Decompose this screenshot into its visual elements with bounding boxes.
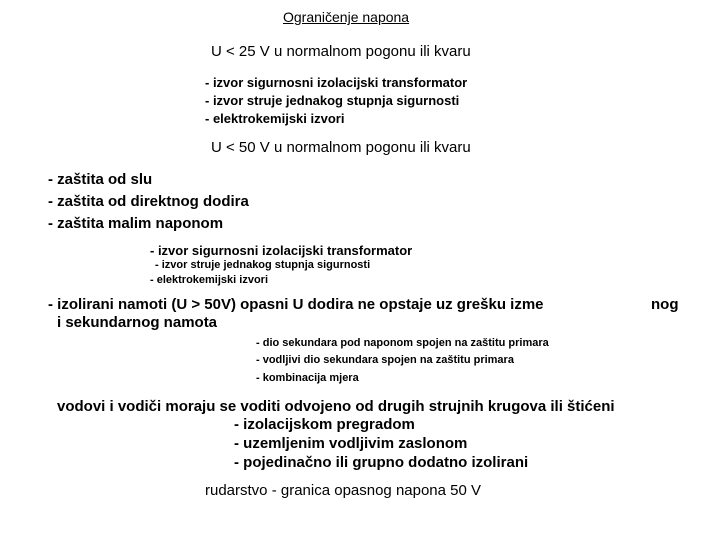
windings-item: - vodljivi dio sekundara spojen na zaštitu primara xyxy=(256,354,514,366)
u50-source-item: - izvor struje jednakog stupnja sigurnosti xyxy=(155,259,371,271)
u50-heading: U < 50 V u normalnom pogonu ili kvaru xyxy=(211,139,471,156)
u50-source-item: - elektrokemijski izvori xyxy=(150,274,268,286)
u25-heading: U < 25 V u normalnom pogonu ili kvaru xyxy=(211,43,471,60)
windings-line-end: nog xyxy=(651,296,679,313)
protection-item: - zaštita malim naponom xyxy=(48,215,224,232)
u50-source-item: - izvor sigurnosni izolacijski transformator xyxy=(150,243,413,258)
u25-item: - izvor struje jednakog stupnja sigurnosti xyxy=(205,93,460,108)
windings-item: - dio sekundara pod naponom spojen na zaštitu primara xyxy=(256,337,549,349)
footer-note: rudarstvo - granica opasnog napona 50 V xyxy=(205,482,482,499)
windings-item: - kombinacija mjera xyxy=(256,372,359,384)
wiring-item: - uzemljenim vodljivim zaslonom xyxy=(234,435,468,452)
windings-line: i sekundarnog namota xyxy=(57,314,218,331)
wiring-item: - pojedinačno ili grupno dodatno izolirani xyxy=(234,454,529,471)
windings-line: - izolirani namoti (U > 50V) opasni U dodira ne opstaje uz grešku izme xyxy=(48,296,544,313)
wiring-line: vodovi i vodiči moraju se voditi odvojeno od drugih strujnih krugova ili štićeni xyxy=(57,398,615,415)
protection-item: - zaštita od direktnog dodira xyxy=(48,193,249,210)
u25-item: - izvor sigurnosni izolacijski transformator xyxy=(205,75,468,90)
u25-item: - elektrokemijski izvori xyxy=(205,111,345,126)
page-title: Ograničenje napona xyxy=(283,9,410,25)
protection-item: - zaštita od slu xyxy=(48,171,153,188)
wiring-item: - izolacijskom pregradom xyxy=(234,416,415,433)
